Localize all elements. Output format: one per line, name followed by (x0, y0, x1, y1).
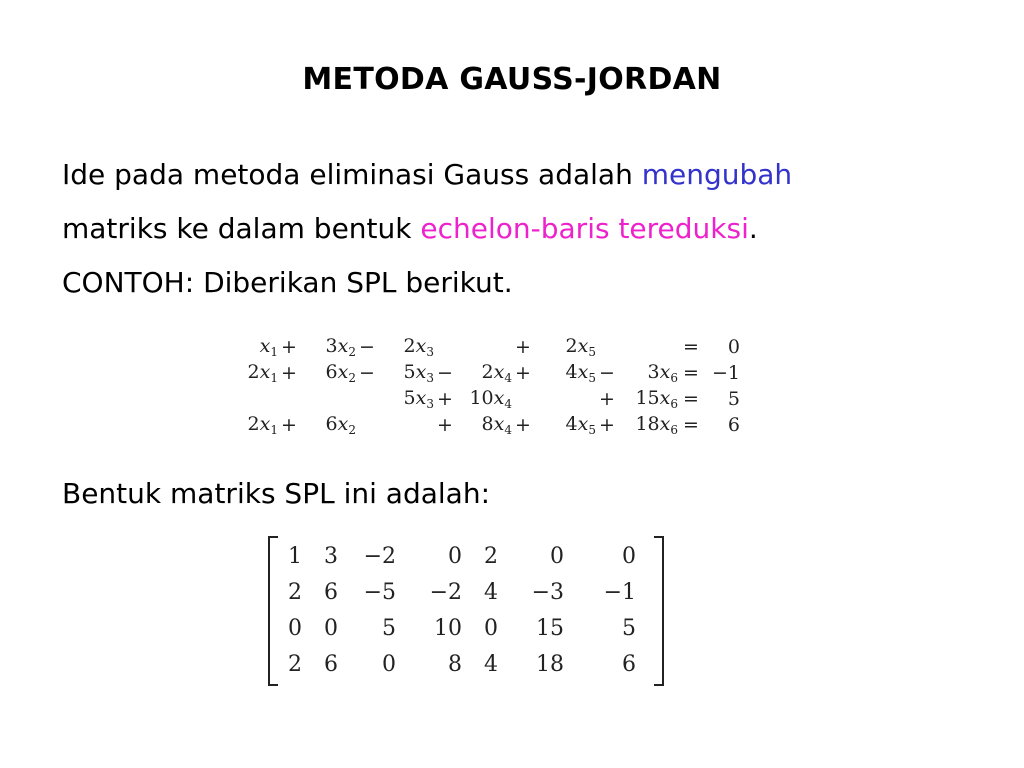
equation-row (232, 334, 740, 360)
matrix-row (280, 646, 636, 682)
matrix-cell: 0 (324, 615, 338, 641)
equation-term (618, 334, 678, 360)
equation-term: $6x_2$ (325, 361, 356, 385)
matrix-cell: 3 (324, 543, 338, 569)
matrix-cell: 10 (434, 615, 462, 641)
equation-operator: + (281, 362, 297, 384)
matrix-cell: 4 (484, 579, 498, 605)
matrix-cell: 0 (622, 543, 636, 569)
left-bracket (268, 536, 278, 686)
equation-operator: + (281, 414, 297, 436)
equation-term: $x_1$ (259, 335, 278, 359)
equation-term: $2x_5$ (565, 335, 596, 359)
matrix-cell: 6 (622, 651, 636, 677)
equation-term (378, 412, 434, 438)
equation-term: $6x_2$ (325, 413, 356, 437)
equation-rhs: 5 (727, 388, 740, 410)
contoh-line: CONTOH: Diberikan SPL berikut. (62, 266, 513, 299)
matrix-cell: 2 (288, 579, 302, 605)
matrix-row (280, 574, 636, 610)
slide-title: METODA GAUSS-JORDAN (302, 62, 722, 97)
equation-term: $8x_4$ (481, 413, 512, 437)
intro-text-2: matriks ke dalam bentuk (62, 212, 421, 245)
equation-operator: − (359, 336, 375, 358)
equation-operator: + (515, 414, 531, 436)
matrix-row (280, 538, 636, 574)
equals-sign: = (683, 362, 699, 384)
matrix-cell: 6 (324, 651, 338, 677)
equation-term: $2x_4$ (481, 361, 512, 385)
equation-operator (356, 386, 378, 412)
intro-paragraph (62, 148, 792, 310)
equation-term: $5x_3$ (403, 387, 434, 411)
equation-operator: − (437, 362, 453, 384)
matrix-cell: 8 (448, 651, 462, 677)
equation-operator (512, 386, 534, 412)
equals-sign: = (683, 414, 699, 436)
equation-term: $3x_6$ (647, 361, 678, 385)
equation-operator (596, 334, 618, 360)
equation-term: $2x_1$ (247, 413, 278, 437)
matrix-table (280, 538, 636, 682)
equation-operator (434, 334, 456, 360)
equation-term (456, 334, 512, 360)
equation-operator: + (281, 336, 297, 358)
intro-period: . (748, 212, 758, 245)
equation-operator: + (515, 362, 531, 384)
matrix-cell: −2 (363, 543, 396, 569)
highlight-mengubah: mengubah (641, 158, 793, 191)
equation-term (534, 386, 596, 412)
equation-term: $2x_3$ (403, 335, 434, 359)
matrix-cell: −1 (603, 579, 636, 605)
intro-text-1: Ide pada metoda eliminasi Gauss adalah (62, 158, 642, 191)
equation-term (300, 386, 356, 412)
equation-operator: + (437, 414, 453, 436)
right-bracket (654, 536, 664, 686)
equation-row (232, 412, 740, 438)
augmented-matrix (268, 536, 664, 686)
matrix-cell: −5 (363, 579, 396, 605)
matrix-cell: 4 (484, 651, 498, 677)
matrix-cell: 0 (382, 651, 396, 677)
equation-term: $5x_3$ (403, 361, 434, 385)
matrix-cell: 0 (550, 543, 564, 569)
equation-operator (278, 386, 300, 412)
equation-operator: + (515, 336, 531, 358)
equation-rhs: −1 (711, 362, 740, 384)
matrix-row (280, 610, 636, 646)
equation-rhs: 0 (727, 336, 740, 358)
matrix-cell: 0 (484, 615, 498, 641)
equation-row (232, 360, 740, 386)
matrix-cell: 6 (324, 579, 338, 605)
equation-term: $3x_2$ (325, 335, 356, 359)
equals-sign: = (683, 388, 699, 410)
intro-line-1 (62, 148, 792, 202)
matrix-cell: 0 (448, 543, 462, 569)
matrix-cell: 2 (484, 543, 498, 569)
equation-table (232, 334, 740, 438)
intro-line-2 (62, 202, 792, 256)
equation-system (232, 334, 740, 438)
equation-operator: + (599, 414, 615, 436)
matrix-cell: 5 (382, 615, 396, 641)
equation-term: $18x_6$ (635, 413, 678, 437)
matrix-cell: −2 (429, 579, 462, 605)
matrix-cell: 0 (288, 615, 302, 641)
equation-term: $10x_4$ (469, 387, 512, 411)
equation-term (232, 386, 278, 412)
matrix-cell: 1 (288, 543, 302, 569)
matrix-cell: 18 (536, 651, 564, 677)
matrix-cell: 2 (288, 651, 302, 677)
equation-operator (356, 412, 378, 438)
equation-operator: + (437, 388, 453, 410)
equation-term: $4x_5$ (565, 413, 596, 437)
highlight-echelon: echelon-baris tereduksi (420, 212, 749, 245)
equation-term: $4x_5$ (565, 361, 596, 385)
matrix-caption: Bentuk matriks SPL ini adalah: (62, 477, 490, 510)
equation-operator: + (599, 388, 615, 410)
equation-term: $15x_6$ (635, 387, 678, 411)
matrix-cell: 15 (536, 615, 564, 641)
equation-operator: − (599, 362, 615, 384)
matrix-cell: 5 (622, 615, 636, 641)
equation-operator: − (359, 362, 375, 384)
equation-row (232, 386, 740, 412)
equation-rhs: 6 (727, 414, 740, 436)
equals-sign: = (683, 336, 699, 358)
matrix-cell: −3 (531, 579, 564, 605)
equation-term: $2x_1$ (247, 361, 278, 385)
